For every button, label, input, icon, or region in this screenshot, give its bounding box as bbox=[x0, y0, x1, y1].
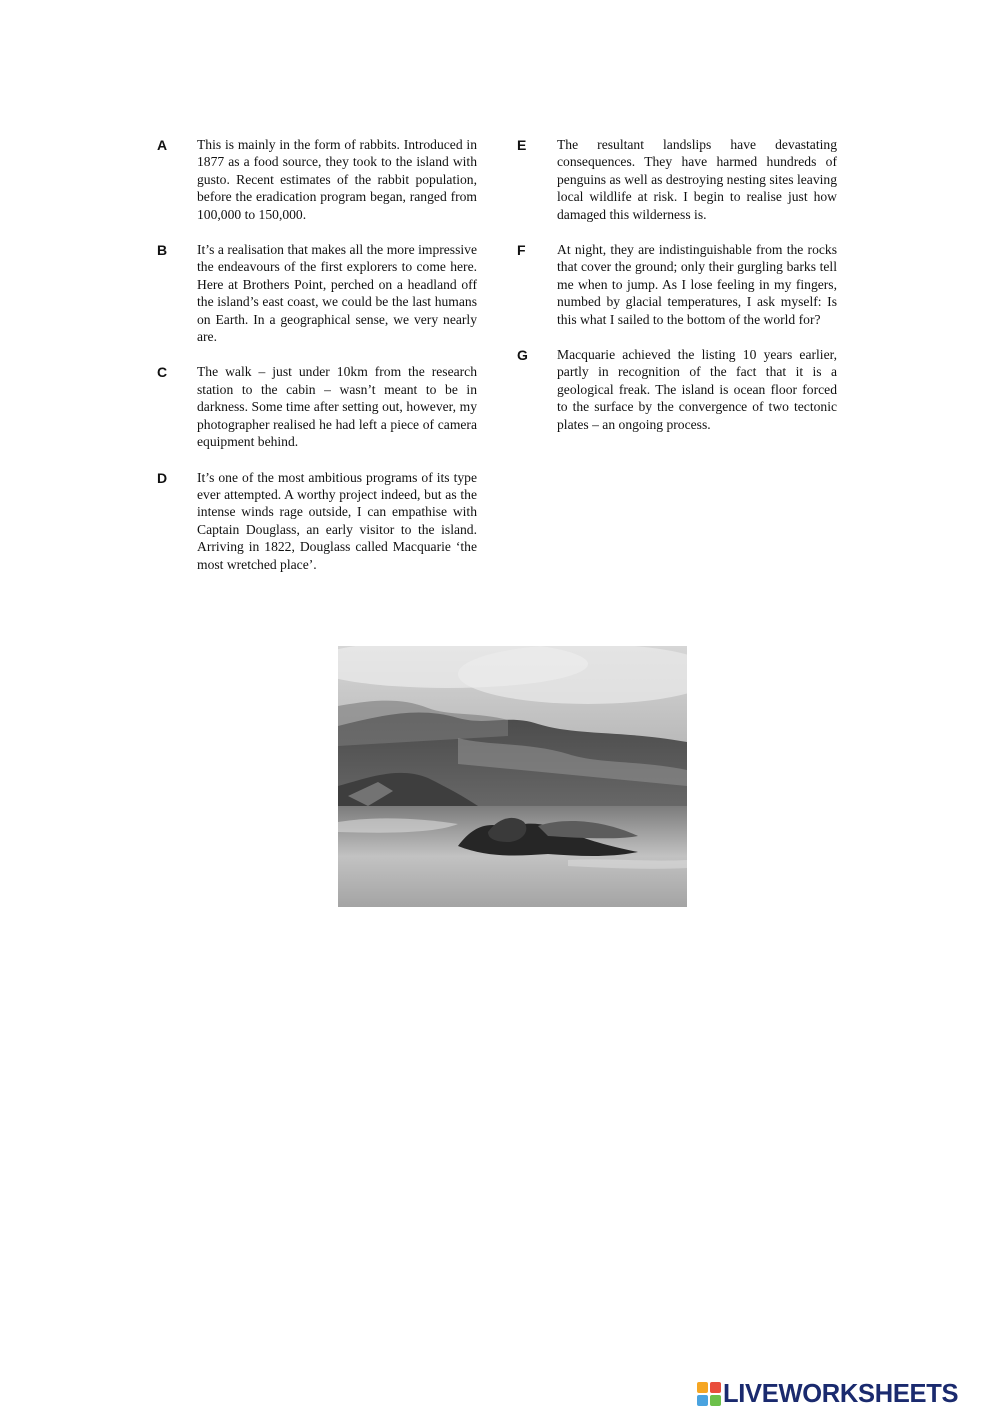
paragraph-e bbox=[517, 136, 837, 223]
paragraph-letter: D bbox=[157, 469, 168, 486]
paragraph-b bbox=[157, 241, 477, 345]
paragraph-text: It’s one of the most ambitious programs of its type ever attempted. A worthy project indeed, but as the intense winds rage outside, I can empathise with Captain Douglass, an early visitor to the island. Arriving in 1822, Douglass called Macquarie ‘the most wretched place’. bbox=[197, 469, 477, 572]
paragraph-text: Macquarie achieved the listing 10 years earlier, partly in recognition of the fact that it is a geological freak. The island is ocean floor forced to the surface by the convergence of two tectonic plates – an ongoing process. bbox=[557, 347, 837, 432]
paragraph-letter: G bbox=[517, 347, 528, 364]
paragraph-text: The walk – just under 10km from the research station to the cabin – wasn’t meant to be in darkness. Some time after setting out, however, my photographer realised he had left a piece of camera equipment behind. bbox=[197, 364, 477, 450]
paragraph-letter: E bbox=[517, 137, 527, 153]
paragraph-text: This is mainly in the form of rabbits. Introduced in 1877 as a food source, they took to the island with gusto. Recent estimates of the rabbit population, before the eradication program began, ranged from 100,000 to 150,000. bbox=[197, 137, 477, 222]
paragraph-g bbox=[517, 346, 837, 433]
paragraph-c bbox=[157, 363, 477, 450]
paragraph-letter: A bbox=[157, 137, 168, 153]
logo-mark-icon bbox=[697, 1382, 721, 1406]
paragraph-a bbox=[157, 136, 477, 223]
paragraph-d bbox=[157, 469, 477, 573]
liveworksheets-logo bbox=[697, 1381, 958, 1407]
right-column bbox=[517, 136, 837, 451]
paragraph-letter: F bbox=[517, 242, 526, 259]
paragraph-text: At night, they are indistinguishable from the rocks that cover the ground; only their gurgling barks tell me when to jump. As I lose feeling in my fingers, numbed by glacial temperatures, I ask myself: Is this what I sailed to the bottom of the world for? bbox=[557, 242, 837, 327]
paragraph-text: It’s a realisation that makes all the more impressive the endeavours of the first explorers to come here. Here at Brothers Point, perched on a headland off the island’s east coast, we could be the last humans on Earth. In a geographical sense, we very nearly are. bbox=[197, 242, 477, 345]
paragraph-letter: B bbox=[157, 242, 168, 259]
paragraph-text: The resultant landslips have devastating consequences. They have harmed hundreds of penguins as well as destroying nesting sites leaving local wildlife at risk. I begin to realise just how damaged this wilderness is. bbox=[557, 137, 837, 222]
left-column bbox=[157, 136, 477, 591]
paragraph-f bbox=[517, 241, 837, 328]
paragraph-letter: C bbox=[157, 364, 168, 381]
logo-text: LIVEWORKSHEETS bbox=[723, 1379, 959, 1408]
island-photo bbox=[338, 646, 687, 907]
